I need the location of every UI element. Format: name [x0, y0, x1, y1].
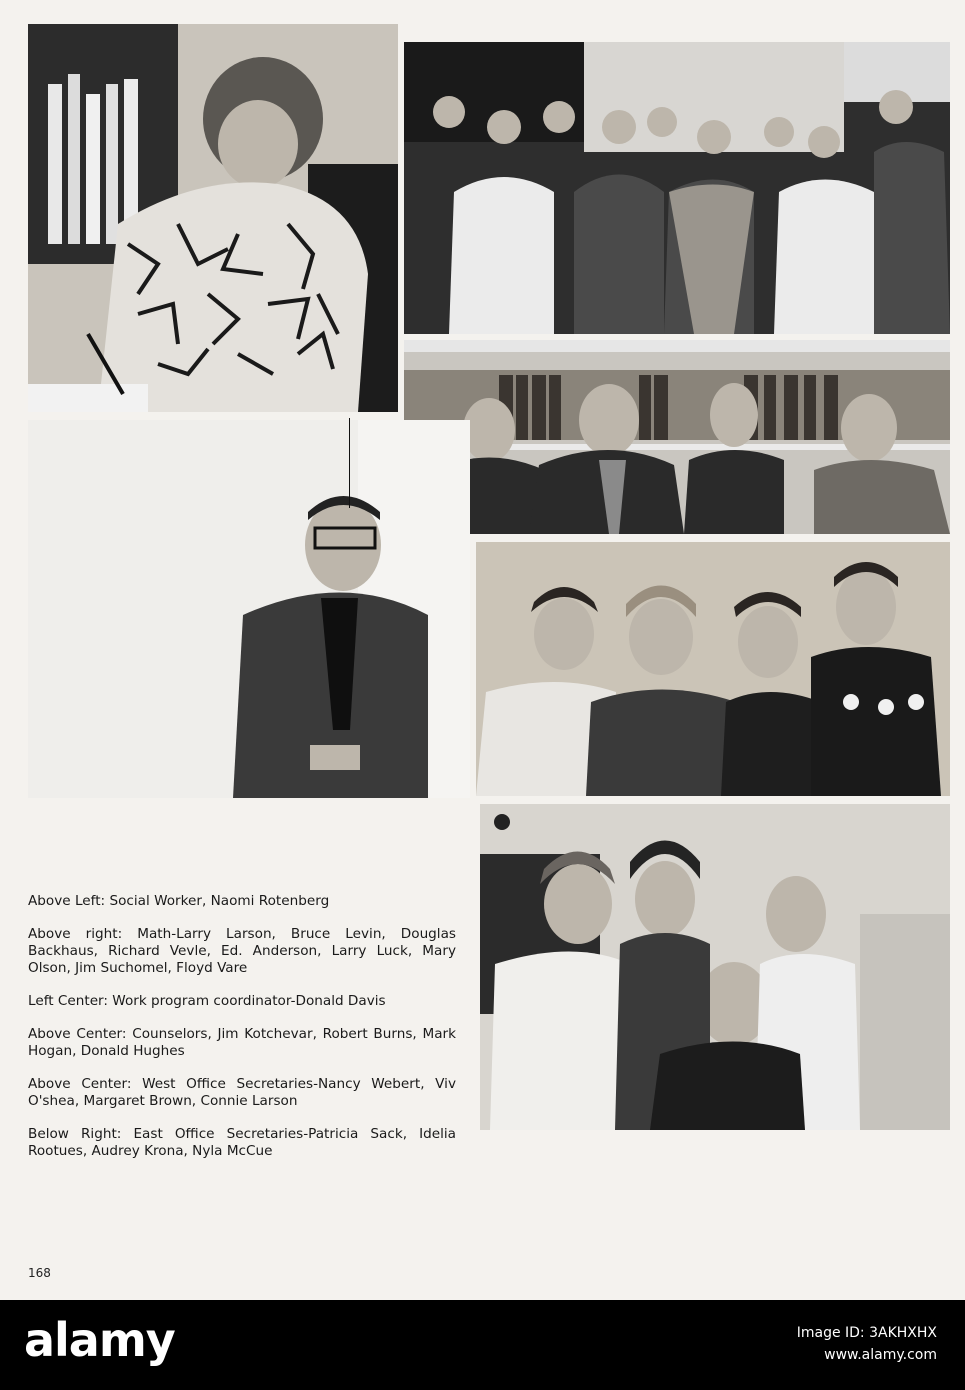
- hanging-wire: [349, 418, 350, 508]
- photo-work-coordinator: [28, 420, 470, 798]
- photo-counselors: [404, 340, 950, 534]
- footer-info: [797, 1322, 937, 1366]
- caption-east-office: Below Right: East Office Secretaries-Patricia Sack, Idelia Rootues, Audrey Krona, Nyla McCue: [28, 1126, 456, 1159]
- photo-social-worker: [28, 24, 398, 412]
- photo-west-office-secretaries: [476, 542, 950, 796]
- site-url: www.alamy.com: [824, 1347, 937, 1363]
- caption-above-right: Above right: Math-Larry Larson, Bruce Levin, Douglas Backhaus, Richard Vevle, Ed. Anderson, Larry Luck, Mary Olson, Jim Suchomel, Floyd Vare: [28, 926, 456, 976]
- image-id: Image ID: 3AKHXHX: [796, 1325, 937, 1341]
- alamy-logo: alamy: [24, 1313, 175, 1367]
- photo-math-department: [404, 42, 950, 334]
- caption-block: [28, 893, 456, 1176]
- caption-west-office: Above Center: West Office Secretaries-Nancy Webert, Viv O'shea, Margaret Brown, Connie Larson: [28, 1076, 456, 1109]
- caption-left-center: Left Center: Work program coordinator-Donald Davis: [28, 993, 386, 1009]
- photo-east-office-secretaries: [480, 804, 950, 1130]
- caption-counselors: Above Center: Counselors, Jim Kotchevar, Robert Burns, Mark Hogan, Donald Hughes: [28, 1026, 456, 1059]
- caption-above-left: Above Left: Social Worker, Naomi Rotenberg: [28, 893, 330, 909]
- stock-footer: [0, 1300, 965, 1390]
- page-number: 168: [28, 1266, 51, 1280]
